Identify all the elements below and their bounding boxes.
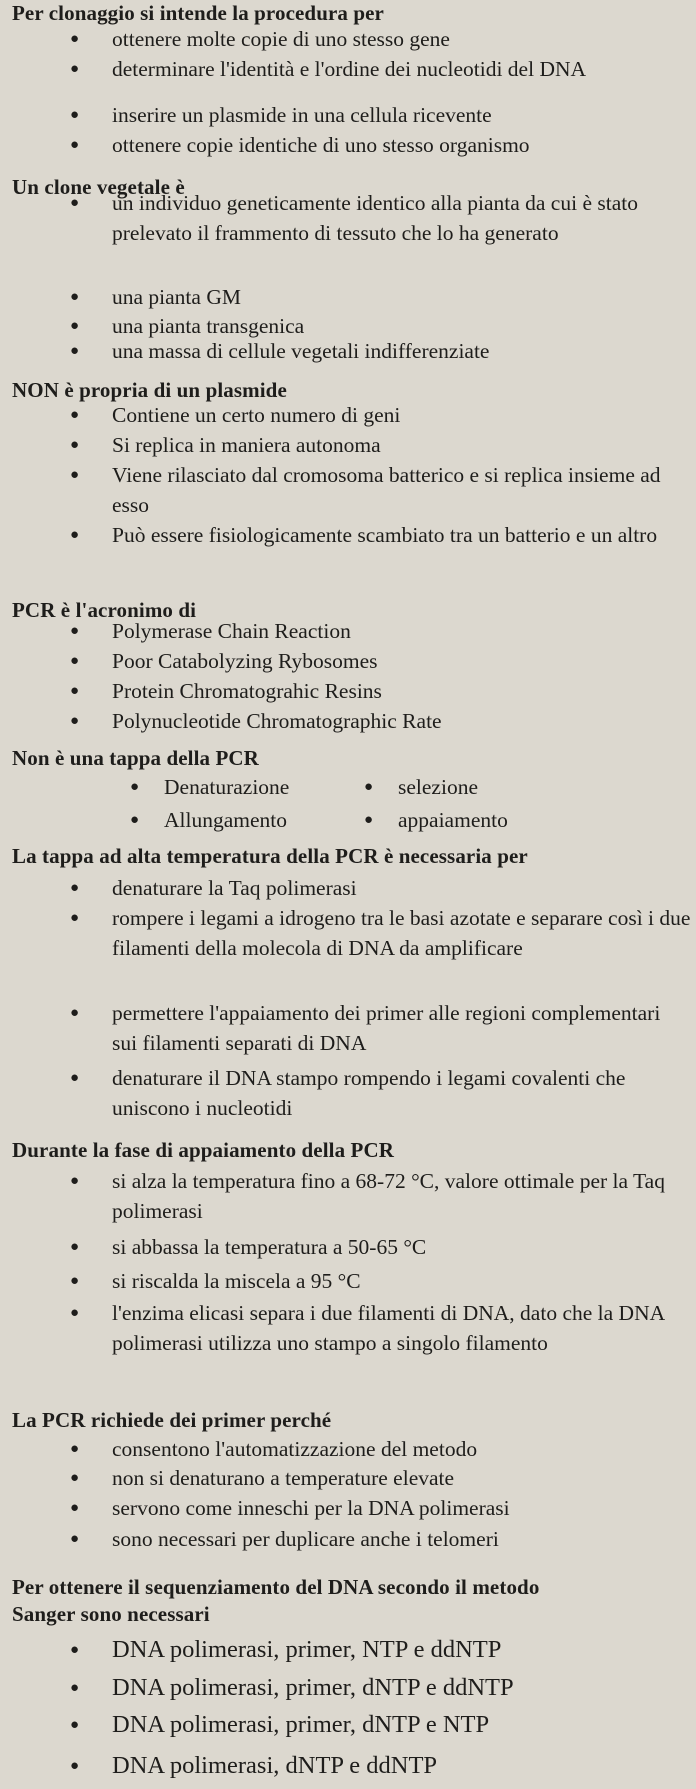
q9-option-c: ● DNA polimerasi, primer, dNTP e NTP: [70, 1711, 490, 1738]
bullet-icon: ●: [70, 653, 80, 669]
question-7: Durante la fase di appaiamento della PCR: [12, 1138, 394, 1162]
bullet-icon: ●: [70, 623, 80, 639]
bullet-icon: ●: [70, 318, 80, 334]
bullet-icon: ●: [70, 107, 80, 123]
bullet-icon: ●: [70, 1070, 80, 1086]
bullet-icon: ●: [70, 1005, 80, 1021]
bullet-icon: ●: [364, 812, 374, 828]
bullet-icon: ●: [70, 467, 80, 483]
bullet-icon: ●: [70, 527, 80, 543]
question-1: Per clonaggio si intende la procedura per: [12, 1, 384, 25]
bullet-icon: ●: [70, 880, 80, 896]
q1-option-d: ● ottenere copie identiche di uno stesso organismo: [112, 130, 682, 160]
bullet-icon: ●: [70, 1758, 80, 1774]
bullet-icon: ●: [130, 812, 140, 828]
bullet-icon: ●: [70, 1305, 80, 1321]
q2-option-c: ● una pianta transgenica: [112, 311, 682, 341]
question-6: La tappa ad alta temperatura della PCR è necessaria per: [12, 844, 528, 868]
q6-option-d: ● denaturare il DNA stampo rompendo i legami covalenti che uniscono i nucleotidi: [112, 1063, 682, 1123]
q8-option-d: ● sono necessari per duplicare anche i telomeri: [112, 1524, 682, 1554]
q3-option-b: ● Si replica in maniera autonoma: [112, 430, 682, 460]
question-8: La PCR richiede dei primer perché: [12, 1408, 332, 1432]
q6-option-c: ● permettere l'appaiamento dei primer alle regioni complementari sui filamenti separati di DNA: [112, 998, 682, 1058]
bullet-icon: ●: [70, 1531, 80, 1547]
question-4: PCR è l'acronimo di: [12, 598, 197, 622]
q7-option-c: ● si riscalda la miscela a 95 °C: [112, 1266, 682, 1296]
q8-option-b: ● non si denaturano a temperature elevate: [112, 1463, 682, 1493]
q4-option-c: ● Protein Chromatograhic Resins: [112, 676, 682, 706]
bullet-icon: ●: [70, 1470, 80, 1486]
q5-option-c: ● Allungamento: [164, 805, 287, 835]
q7-option-d: ● l'enzima elicasi separa i due filamenti di DNA, dato che la DNA polimerasi utilizza uno stampo a singolo filamento: [112, 1298, 682, 1358]
bullet-icon: ●: [70, 289, 80, 305]
q3-option-d: ● Può essere fisiologicamente scambiato tra un batterio e un altro: [112, 520, 682, 550]
bullet-icon: ●: [70, 1441, 80, 1457]
bullet-icon: ●: [70, 407, 80, 423]
bullet-icon: ●: [70, 713, 80, 729]
q1-option-c: ● inserire un plasmide in una cellula ricevente: [112, 100, 682, 130]
bullet-icon: ●: [70, 1642, 80, 1658]
bullet-icon: ●: [364, 779, 374, 795]
bullet-icon: ●: [70, 1680, 80, 1696]
q5-option-b: ● selezione: [398, 772, 478, 802]
q8-option-c: ● servono come inneschi per la DNA polimerasi: [112, 1493, 682, 1523]
question-3: NON è propria di un plasmide: [12, 378, 287, 402]
bullet-icon: ●: [70, 195, 80, 211]
q1-option-b: ● determinare l'identità e l'ordine dei nucleotidi del DNA: [112, 54, 682, 84]
q2-option-b: ● una pianta GM: [112, 282, 682, 312]
q2-option-a: ● un individuo geneticamente identico alla pianta da cui è stato prelevato il frammento di tessuto che lo ha generato: [112, 188, 682, 248]
bullet-icon: ●: [70, 910, 80, 926]
bullet-icon: ●: [70, 343, 80, 359]
bullet-icon: ●: [70, 1173, 80, 1189]
q6-option-b: ● rompere i legami a idrogeno tra le basi azotate e separare così i due filamenti della molecola di DNA da amplificare: [112, 903, 692, 963]
q9-option-b: ● DNA polimerasi, primer, dNTP e ddNTP: [70, 1674, 514, 1701]
question-9-line-2: Sanger sono necessari: [12, 1602, 210, 1626]
bullet-icon: ●: [70, 31, 80, 47]
bullet-icon: ●: [70, 1239, 80, 1255]
q1-option-a: ● ottenere molte copie di uno stesso gene: [112, 24, 682, 54]
q5-option-d: ● appaiamento: [398, 805, 508, 835]
q4-option-b: ● Poor Catabolyzing Rybosomes: [112, 646, 682, 676]
q7-option-a: ● si alza la temperatura fino a 68-72 °C, valore ottimale per la Taq polimerasi: [112, 1166, 682, 1226]
q8-option-a: ● consentono l'automatizzazione del metodo: [112, 1434, 682, 1464]
bullet-icon: ●: [70, 1500, 80, 1516]
q6-option-a: ● denaturare la Taq polimerasi: [112, 873, 682, 903]
q3-option-a: ● Contiene un certo numero di geni: [112, 400, 682, 430]
bullet-icon: ●: [70, 1273, 80, 1289]
q4-option-a: ● Polymerase Chain Reaction: [112, 616, 682, 646]
q2-option-d: ● una massa di cellule vegetali indifferenziate: [112, 336, 682, 366]
bullet-icon: ●: [70, 1717, 80, 1733]
question-9-line-1: Per ottenere il sequenziamento del DNA secondo il metodo: [12, 1575, 540, 1599]
q7-option-b: ● si abbassa la temperatura a 50-65 °C: [112, 1232, 682, 1262]
q9-option-d: ● DNA polimerasi, dNTP e ddNTP: [70, 1752, 438, 1779]
q4-option-d: ● Polynucleotide Chromatographic Rate: [112, 706, 682, 736]
bullet-icon: ●: [130, 779, 140, 795]
q5-option-a: ● Denaturazione: [164, 772, 289, 802]
question-5: Non è una tappa della PCR: [12, 746, 259, 770]
bullet-icon: ●: [70, 437, 80, 453]
bullet-icon: ●: [70, 137, 80, 153]
bullet-icon: ●: [70, 683, 80, 699]
bullet-icon: ●: [70, 61, 80, 77]
question-2: Un clone vegetale è: [12, 175, 185, 199]
q9-option-a: ● DNA polimerasi, primer, NTP e ddNTP: [70, 1636, 502, 1663]
q3-option-c: ● Viene rilasciato dal cromosoma batterico e si replica insieme ad esso: [112, 460, 682, 520]
